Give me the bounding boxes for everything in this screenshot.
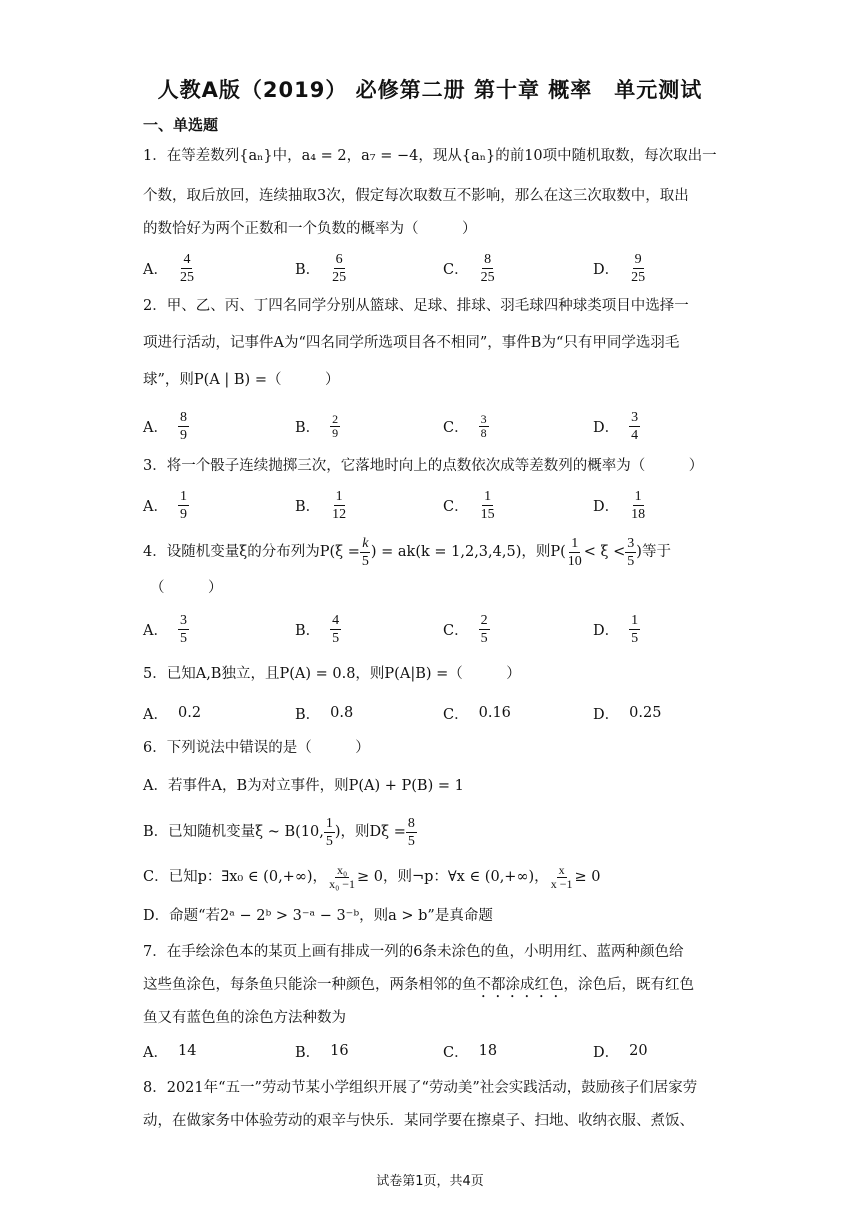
q8-line-1: 8．2021年“五一”劳动节某小学组织开展了“劳动美”社会实践活动，鼓励孩子们居家劳: [143, 1080, 698, 1096]
q3-options: [143, 483, 743, 527]
q3-option-b[interactable]: B． $\frac{1}{12}$: [295, 488, 347, 522]
q6-option-d[interactable]: D．命题“若2ᵃ − 2ᵇ > 3⁻ᵃ − 3⁻ᵇ，则a > b”是真命题: [143, 908, 493, 924]
q1-options: [143, 246, 743, 290]
q6-option-b-text-2: )，则Dξ =: [334, 824, 406, 840]
q6-option-a[interactable]: A．若事件A，B为对立事件，则P(A) + P(B) = 1: [143, 778, 464, 794]
q2-line-1: 2．甲、乙、丙、丁四名同学分别从篮球、足球、排球、羽毛球四种球类项目中选择一: [143, 298, 689, 314]
q3-option-d[interactable]: D． $\frac{1}{18}$: [593, 488, 646, 522]
q6-c-fraction-1: $\frac{\text{x₀}}{\text{x₀ −1}}$: [329, 862, 356, 891]
section-heading: 一、单选题: [143, 116, 219, 134]
q5-line-1: 5．已知A,B独立，且P(A) = 0.8，则P(A|B) =（ ）: [143, 666, 521, 682]
q6-option-c-text-2: ≥ 0，则¬p：∀x ∈ (0,+∞)，: [357, 869, 549, 885]
q7-option-c[interactable]: C． 18: [443, 1043, 498, 1061]
q6-line-1: 6．下列说法中错误的是（ ）: [143, 740, 370, 756]
q4-fraction-1-10: $\frac{1}{10}$: [567, 535, 582, 569]
q4-text-d: )等于: [636, 544, 671, 560]
q7-line-2-text-c: ，涂色后，既有红色: [563, 977, 694, 993]
q4-text-c: < ξ <: [583, 544, 626, 560]
q6-b-fraction-1: $\frac{1}{5}$: [325, 815, 333, 849]
q7-line-2-text-a: 这些鱼涂色，每条鱼只能涂一种颜色，两条相邻的鱼: [143, 977, 477, 993]
q4-line-1: [143, 535, 671, 569]
page-title: 人教A版（2019） 必修第二册 第十章 概率 单元测试: [157, 78, 703, 102]
q1-line-2: 个数，取后放回，连续抽取3次，假定每次取数互不影响，那么在这三次取数中，取出: [143, 188, 689, 204]
q6-option-b[interactable]: [143, 812, 417, 852]
q1-option-c[interactable]: C． $\frac{8}{25}$: [443, 251, 495, 285]
q1-option-b[interactable]: B． $\frac{6}{25}$: [295, 251, 347, 285]
q2-line-2: 项进行活动，记事件A为“四名同学所选项目各不相同”，事件B为“只有甲同学选羽毛: [143, 335, 680, 351]
q7-option-a[interactable]: A． 14: [143, 1043, 197, 1061]
q6-option-c-text: C．已知p：∃x₀ ∈ (0,+∞)，: [143, 869, 328, 885]
q5-option-a[interactable]: A． 0.2: [143, 705, 202, 723]
q7-option-b[interactable]: B． 16: [295, 1043, 349, 1061]
q1-option-d[interactable]: D． $\frac{9}{25}$: [593, 251, 646, 285]
q5-option-d[interactable]: D． 0.25: [593, 705, 662, 723]
q4-text-b: ) = ak(k = 1,2,3,4,5)，则P(: [370, 544, 566, 560]
q7-line-3: 鱼又有蓝色鱼的涂色方法种数为: [143, 1010, 346, 1026]
q2-option-c[interactable]: C． $\frac{3}{8}$: [443, 411, 487, 440]
q4-text-a: 4．设随机变量ξ的分布列为P(ξ =: [143, 544, 360, 560]
q4-line-2: （ ）: [150, 580, 223, 596]
q6-option-b-text: B．已知随机变量ξ ~ B(10,: [143, 824, 324, 840]
q5-option-b[interactable]: B． 0.8: [295, 705, 354, 723]
page-footer: 试卷第1页，共4页: [376, 1174, 484, 1189]
q5-options: [143, 691, 743, 735]
q2-option-b[interactable]: B． $\frac{2}{9}$: [295, 411, 339, 440]
q6-option-c[interactable]: [143, 857, 600, 897]
q1-line-3: 的数恰好为两个正数和一个负数的概率为（ ）: [143, 221, 477, 237]
q7-line-1: 7．在手绘涂色本的某页上画有排成一列的6条未涂色的鱼，小明用红、蓝两种颜色给: [143, 944, 684, 960]
q2-options: [143, 404, 743, 448]
q4-fraction-3-5: $\frac{3}{5}$: [627, 535, 635, 569]
q3-option-a[interactable]: A． $\frac{1}{9}$: [143, 488, 187, 522]
q7-options: [143, 1029, 743, 1073]
q8-line-2: 动，在做家务中体验劳动的艰辛与快乐．某同学要在擦桌子、扫地、收纳衣服、煮饭、: [143, 1113, 694, 1129]
q4-options: [143, 607, 743, 651]
q5-option-c[interactable]: C． 0.16: [443, 705, 511, 723]
q4-option-a[interactable]: A． $\frac{3}{5}$: [143, 612, 187, 646]
q7-option-d[interactable]: D． 20: [593, 1043, 648, 1061]
q7-emphasis-text: 不都涂成红色: [476, 977, 564, 993]
q2-option-a[interactable]: A． $\frac{8}{9}$: [143, 409, 187, 443]
q4-option-b[interactable]: B． $\frac{4}{5}$: [295, 612, 340, 646]
q3-line-1: 3．将一个骰子连续抛掷三次，它落地时向上的点数依次成等差数列的概率为（ ）: [143, 458, 704, 474]
q1-line-1: 1．在等差数列{aₙ}中，a₄ = 2，a₇ = −4，现从{aₙ}的前10项中随机取数，每次取出一: [143, 148, 717, 164]
q6-b-fraction-2: $\frac{8}{5}$: [407, 815, 415, 849]
q3-option-c[interactable]: C． $\frac{1}{15}$: [443, 488, 495, 522]
q7-line-2: [143, 975, 694, 1001]
q6-c-fraction-2: $\frac{x}{x -1}$: [550, 862, 573, 891]
q2-option-d[interactable]: D． $\frac{3}{4}$: [593, 409, 639, 443]
q4-option-c[interactable]: C． $\frac{2}{5}$: [443, 612, 488, 646]
q4-option-d[interactable]: D． $\frac{1}{5}$: [593, 612, 639, 646]
q2-line-3: 球”，则P(A | B) =（ ）: [143, 372, 340, 388]
q1-option-a[interactable]: A． $\frac{4}{25}$: [143, 251, 194, 285]
q4-fraction-k5: $\frac{k}{5}$: [361, 535, 369, 569]
q6-option-c-text-3: ≥ 0: [574, 869, 601, 885]
